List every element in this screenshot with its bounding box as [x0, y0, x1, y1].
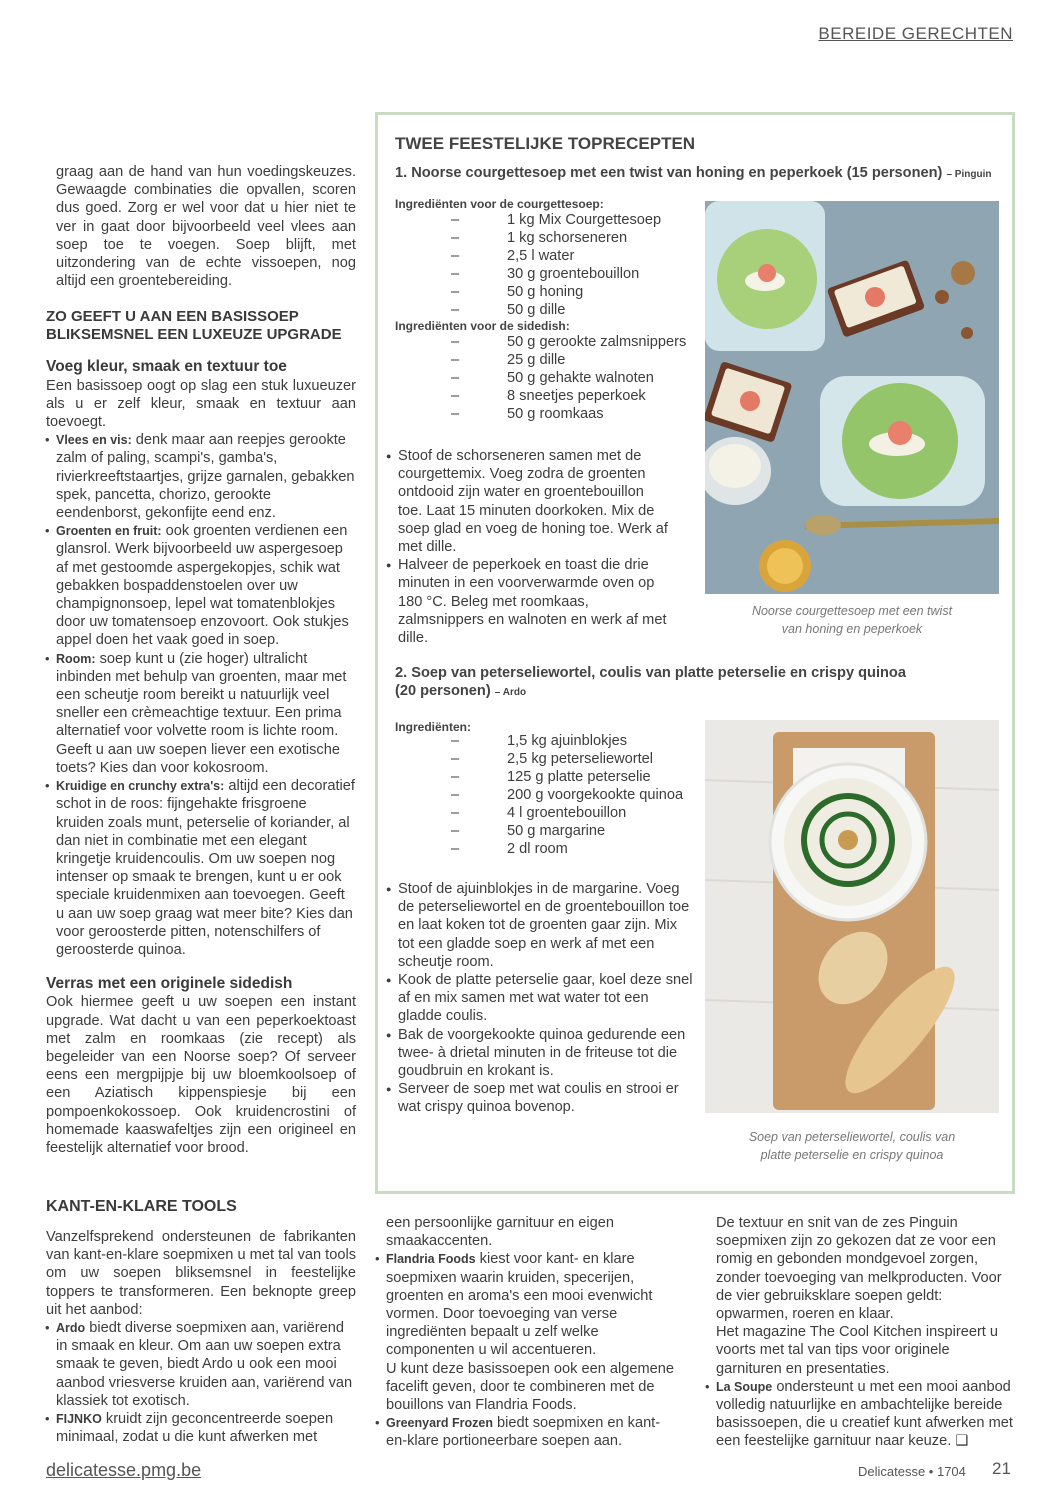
- recipe1-photo: [705, 201, 999, 594]
- recipe1-title: 1. Noorse courgettesoep met een twist van honing en peperkoek (15 personen) – Pinguin: [395, 165, 992, 181]
- intro-paragraph: graag aan de hand van hun voedingskeuzes. Gewaagde combinaties die opvallen, scoren dus goed. Zorg er wel voor dat u hier niet te ver in gaat door bijvoorbeeld veel vlees aan soep toe te voegen. Soep blijft, met uitzondering van de echte vissoepen, nog altijd een groentebereiding.: [56, 164, 356, 290]
- bullet-meat-fish: • Vlees en vis: denk maar aan reepjes gerookte zalm of paling, scampi's, gamba's, rivierkreeftstaartjes, grijze garnalen, gebakken spek, pancetta, chorizo, gerookte eendenborst, gekonfijte eend enz.: [46, 431, 356, 522]
- recipe-step: ● Stoof de schorseneren samen met de courgettemix. Voeg zodra de groenten ontdooid zijn water en groentebouillon toe. Laat 15 minuten doorkoken. Mix de soep glad en voeg de honing toe. Werk af met dille.: [386, 447, 670, 556]
- paragraph-garnish: een persoonlijke garnituur en eigen smaakaccenten.: [386, 1215, 614, 1250]
- ingredient: – 50 g honing: [451, 283, 695, 301]
- ingredient: – 1 kg schorseneren: [451, 229, 695, 247]
- subheading-sidedish: Verras met een originele sidedish: [46, 975, 293, 993]
- recipe2-title: 2. Soep van peterseliewortel, coulis van platte peterselie en crispy quinoa (20 personen) – Ardo: [395, 665, 906, 699]
- ingredient: – 50 g margarine: [451, 822, 695, 840]
- ingredient: – 1,5 kg ajuinblokjes: [451, 732, 695, 750]
- recipe2-steps: [386, 880, 696, 1117]
- recipe-step: ● Stoof de ajuinblokjes in de margarine. Voeg de peterseliewortel en de groentebouillon toe en laat koken tot de groenten gaar zijn. Mix tot een gladde soep en werk af met een scheutje room.: [386, 880, 696, 971]
- paragraph-sidedish: Ook hiermee geeft u uw soepen een instant upgrade. Wat dacht u van een peperkoektoast met zalm en roomkaas (zie recept) als begeleider van een Noorse soep? Of serveer eens een mergpijpje bij uw bloemkoolsoep of een Aziatisch kippenspiesje bij een pompoenkokossoep. Ook kruidencrostini of homemade kaaswafeltjes zijn een origineel en feestelijk alternatief voor brood.: [46, 994, 356, 1156]
- ingredient: – 30 g groentebouillon: [451, 265, 695, 283]
- bullet-greenyard: • Greenyard Frozen biedt soepmixen en kant-en-klare portioneerbare soepen aan.: [376, 1414, 681, 1450]
- bullet-ardo: • Ardo biedt diverse soepmixen aan, variërend in smaak en kleur. Om aan uw soepen extra smaak te geven, biedt Ardo u ook een mooi aanbod vriesverse kruiden aan, variërend van klassiek tot exotisch.: [46, 1319, 356, 1410]
- paragraph-flandria: U kunt deze basissoepen ook een algemene facelift geven, door te combineren met de bouillons van Flandria Foods.: [386, 1360, 675, 1414]
- page-number: 21: [992, 1459, 1011, 1478]
- ingredient: – 50 g roomkaas: [451, 405, 695, 423]
- left-column: [46, 163, 356, 1157]
- magazine-issue: Delicatesse • 1704: [858, 1464, 966, 1479]
- recipe2-ingredients: [395, 720, 695, 858]
- recipe1-steps: [386, 447, 670, 647]
- middle-column: [376, 1214, 681, 1451]
- recipe-box-title: TWEE FEESTELIJKE TOPRECEPTEN: [395, 134, 696, 153]
- recipe-step: ● Halveer de peperkoek en toast die drie minuten in een voorverwarmde oven op 180 °C. Beleg met roomkaas, zalmsnippers en walnoten en werk af met dille.: [386, 556, 670, 647]
- bullet-la-soupe: • La Soupe ondersteunt u met een mooi aanbod volledig natuurlijke en ambachtelijke bereide basissoepen, die u creatief kunt afwerken met een feestelijke garnituur naar keuze. ❑: [706, 1378, 1014, 1451]
- ingredients-heading: Ingrediënten voor de sidedish:: [395, 319, 570, 333]
- bullet-cream: • Room: soep kunt u (zie hoger) ultralicht inbinden met behulp van groenten, maar met een scheutje room bereikt u natuurlijk veel sneller een crèmeachtige textuur. Een prima alternatief voor volvette room is lichte room. Geeft u aan uw soepen liever een exotische toets? Kies dan voor kokosroom.: [46, 650, 356, 777]
- ingredient: – 1 kg Mix Courgettesoep: [451, 211, 695, 229]
- end-mark-icon: ❑: [955, 1433, 969, 1450]
- ingredient: – 200 g voorgekookte quinoa: [451, 786, 695, 804]
- bullet-vegetables: • Groenten en fruit: ook groenten verdienen een glansrol. Werk bijvoorbeeld uw aspergesoep af met gestoomde aspergekopjes, schik wat gebakken bospaddenstoelen over uw champignonsoep, lepel wat tomatenblokjes door uw tomatensoep enzovoort. Ook stukjes appel doen het vaak goed in soep.: [46, 522, 356, 649]
- ingredient: – 50 g dille: [451, 301, 695, 319]
- website-link[interactable]: delicatesse.pmg.be: [46, 1460, 202, 1480]
- bullet-herbs: • Kruidige en crunchy extra's: altijd een decoratief schot in de roos: fijngehakte frisgroene kruiden zoals munt, peterselie of koriander, al dan niet in combinatie met een elegant kringetje kruidencoulis. Om uw soepen nog intenser op smaak te brengen, kunt u er ook speciale kruidenmixen aan toevoegen. Geeft u aan uw soep graag wat meer bite? Kies dan voor geroosterde pitten, notenschilfers of geroosterde quinoa.: [46, 777, 356, 959]
- bullet-fijnko: • FIJNKO kruidt zijn geconcentreerde soepen minimaal, zodat u die kunt afwerken met: [46, 1410, 356, 1446]
- ingredient: – 2,5 kg peterseliewortel: [451, 750, 695, 768]
- courgette-soup-illustration: [705, 201, 999, 594]
- recipe2-caption: Soep van peterseliewortel, coulis van platte peterselie en crispy quinoa: [748, 1130, 956, 1162]
- ingredient: – 50 g gerookte zalmsnippers: [451, 333, 695, 351]
- ingredient: – 125 g platte peterselie: [451, 768, 695, 786]
- ingredient: – 2,5 l water: [451, 247, 695, 265]
- paragraph-cool-kitchen: Het magazine The Cool Kitchen inspireert u voorts met tal van tips voor originele garnituren en presentaties.: [716, 1324, 999, 1377]
- recipe-step: ● Kook de platte peterselie gaar, koel deze snel af en mix samen met wat water tot een gladde coulis.: [386, 971, 696, 1026]
- recipe1-ingredients: [395, 197, 695, 423]
- parsnip-soup-illustration: [705, 720, 999, 1113]
- subheading-color: Voeg kleur, smaak en textuur toe: [46, 358, 287, 376]
- recipe2-photo: [705, 720, 999, 1113]
- ingredient: – 4 l groentebouillon: [451, 804, 695, 822]
- heading-tools: KANT-EN-KLARE TOOLS: [46, 1198, 237, 1215]
- recipe-step: ● Serveer de soep met wat coulis en strooi er wat crispy quinoa bovenop.: [386, 1080, 696, 1116]
- heading-upgrade: ZO GEEFT U AAN EEN BASISSOEP BLIKSEMSNEL EEN LUXEUZE UPGRADE: [46, 308, 342, 344]
- ingredient: – 2 dl room: [451, 840, 695, 858]
- paragraph-color: Een basissoep oogt op slag een stuk luxueuzer als u er zelf kleur, smaak en textuur aan toevoegt.: [46, 377, 356, 431]
- bullet-flandria: • Flandria Foods kiest voor kant- en klare soepmixen waarin kruiden, specerijen, groenten en aroma's een mooi evenwicht vormen. Door toevoeging van verse ingrediënten bepaalt u zelf welke componenten u wil accentueren.: [376, 1250, 681, 1359]
- paragraph-pinguin: De textuur en snit van de zes Pinguin soepmixen zijn zo gekozen dat ze voor een romig en gebonden mondgevoel zorgen, zonder toevoeging van melkproducten. Voor de vier gebruiksklare soepen geldt: opwarmen, roeren en klaar.: [716, 1215, 1002, 1323]
- ingredients-heading: Ingrediënten:: [395, 720, 472, 734]
- ingredient: – 25 g dille: [451, 351, 695, 369]
- right-column: [706, 1214, 1014, 1451]
- ingredient: – 50 g gehakte walnoten: [451, 369, 695, 387]
- recipe-step: ● Bak de voorgekookte quinoa gedurende een twee- à drietal minuten in de friteuse tot die goudbruin en krokant is.: [386, 1026, 696, 1081]
- ingredient: – 8 sneetjes peperkoek: [451, 387, 695, 405]
- recipe1-caption: Noorse courgettesoep met een twist van honing en peperkoek: [751, 604, 953, 636]
- left-column-bottom: [46, 1198, 356, 1446]
- section-title: BEREIDE GERECHTEN: [818, 24, 1013, 43]
- ingredients-heading: Ingrediënten voor de courgettesoep:: [395, 197, 604, 211]
- paragraph-tools: Vanzelfsprekend ondersteunen de fabrikanten van kant-en-klare soepmixen u met tal van tools om uw soepen bliksemsnel in feestelijke toppers te transformeren. Een beknopte greep uit het aanbod:: [46, 1229, 356, 1318]
